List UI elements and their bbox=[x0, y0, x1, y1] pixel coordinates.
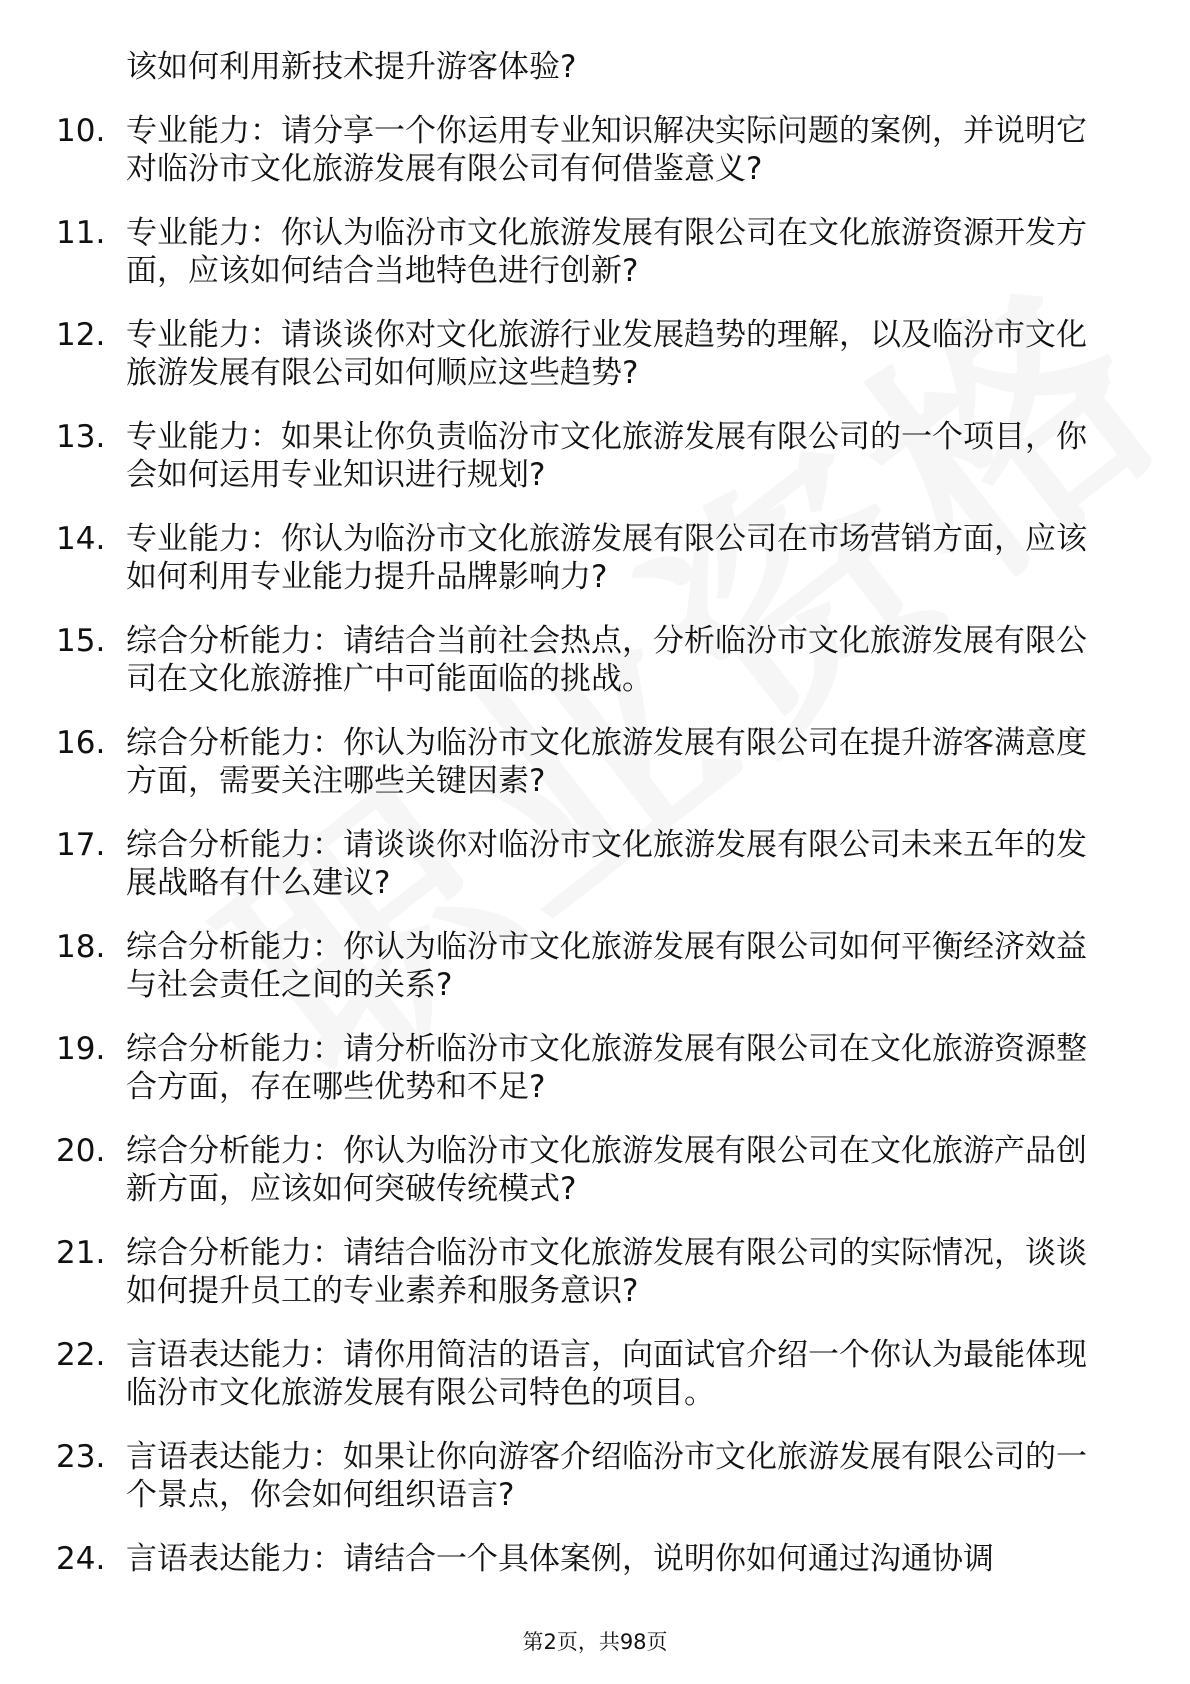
question-number: 20. bbox=[56, 1133, 106, 1169]
question-number: 12. bbox=[56, 317, 106, 353]
question-text: 专业能力：你认为临汾市文化旅游发展有限公司在市场营销方面，应该如何利用专业能力提升品牌影响力? bbox=[126, 521, 1087, 595]
question-number: 10. bbox=[56, 113, 106, 149]
question-item bbox=[0, 112, 1190, 188]
question-number: 21. bbox=[56, 1235, 106, 1271]
question-text: 综合分析能力：你认为临汾市文化旅游发展有限公司如何平衡经济效益与社会责任之间的关系? bbox=[126, 929, 1087, 1003]
question-text: 综合分析能力：请结合临汾市文化旅游发展有限公司的实际情况，谈谈如何提升员工的专业素养和服务意识? bbox=[126, 1235, 1087, 1309]
question-text: 专业能力：请分享一个你运用专业知识解决实际问题的案例，并说明它对临汾市文化旅游发展有限公司有何借鉴意义? bbox=[126, 113, 1087, 187]
question-number: 17. bbox=[56, 827, 106, 863]
question-text: 综合分析能力：请分析临汾市文化旅游发展有限公司在文化旅游资源整合方面，存在哪些优势和不足? bbox=[126, 1031, 1087, 1105]
question-continuation: 该如何利用新技术提升游客体验? bbox=[126, 49, 577, 85]
question-item bbox=[0, 1030, 1190, 1106]
question-item bbox=[0, 1336, 1190, 1412]
page-footer: 第2页，共98页 bbox=[522, 1630, 668, 1654]
question-number: 13. bbox=[56, 419, 106, 455]
question-number: 16. bbox=[56, 725, 106, 761]
question-number: 24. bbox=[56, 1541, 106, 1577]
question-item bbox=[0, 1438, 1190, 1514]
question-text: 专业能力：你认为临汾市文化旅游发展有限公司在文化旅游资源开发方面，应该如何结合当地特色进行创新? bbox=[126, 215, 1087, 289]
question-text: 综合分析能力：请结合当前社会热点，分析临汾市文化旅游发展有限公司在文化旅游推广中可能面临的挑战。 bbox=[126, 623, 1087, 697]
question-item bbox=[0, 1132, 1190, 1208]
question-item bbox=[0, 418, 1190, 494]
question-item bbox=[0, 1540, 1190, 1578]
question-list bbox=[0, 48, 1190, 1604]
question-text: 综合分析能力：你认为临汾市文化旅游发展有限公司在文化旅游产品创新方面，应该如何突破传统模式? bbox=[126, 1133, 1087, 1207]
question-item bbox=[0, 520, 1190, 596]
question-text: 综合分析能力：请谈谈你对临汾市文化旅游发展有限公司未来五年的发展战略有什么建议? bbox=[126, 827, 1087, 901]
question-number: 14. bbox=[56, 521, 106, 557]
question-item bbox=[0, 928, 1190, 1004]
question-number: 18. bbox=[56, 929, 106, 965]
question-number: 22. bbox=[56, 1337, 106, 1373]
question-text: 专业能力：如果让你负责临汾市文化旅游发展有限公司的一个项目，你会如何运用专业知识进行规划? bbox=[126, 419, 1087, 493]
question-item bbox=[0, 214, 1190, 290]
question-text: 言语表达能力：如果让你向游客介绍临汾市文化旅游发展有限公司的一个景点，你会如何组织语言? bbox=[126, 1439, 1087, 1513]
question-item bbox=[0, 316, 1190, 392]
question-item bbox=[0, 826, 1190, 902]
question-number: 19. bbox=[56, 1031, 106, 1067]
question-text: 综合分析能力：你认为临汾市文化旅游发展有限公司在提升游客满意度方面，需要关注哪些关键因素? bbox=[126, 725, 1087, 799]
question-item bbox=[0, 724, 1190, 800]
question-text: 言语表达能力：请结合一个具体案例，说明你如何通过沟通协调 bbox=[126, 1541, 994, 1577]
question-item bbox=[0, 1234, 1190, 1310]
question-number: 11. bbox=[56, 215, 106, 251]
question-item bbox=[0, 622, 1190, 698]
question-number: 23. bbox=[56, 1439, 106, 1475]
question-text: 言语表达能力：请你用简洁的语言，向面试官介绍一个你认为最能体现临汾市文化旅游发展有限公司特色的项目。 bbox=[126, 1337, 1087, 1411]
question-number: 15. bbox=[56, 623, 106, 659]
question-text: 专业能力：请谈谈你对文化旅游行业发展趋势的理解，以及临汾市文化旅游发展有限公司如何顺应这些趋势? bbox=[126, 317, 1087, 391]
